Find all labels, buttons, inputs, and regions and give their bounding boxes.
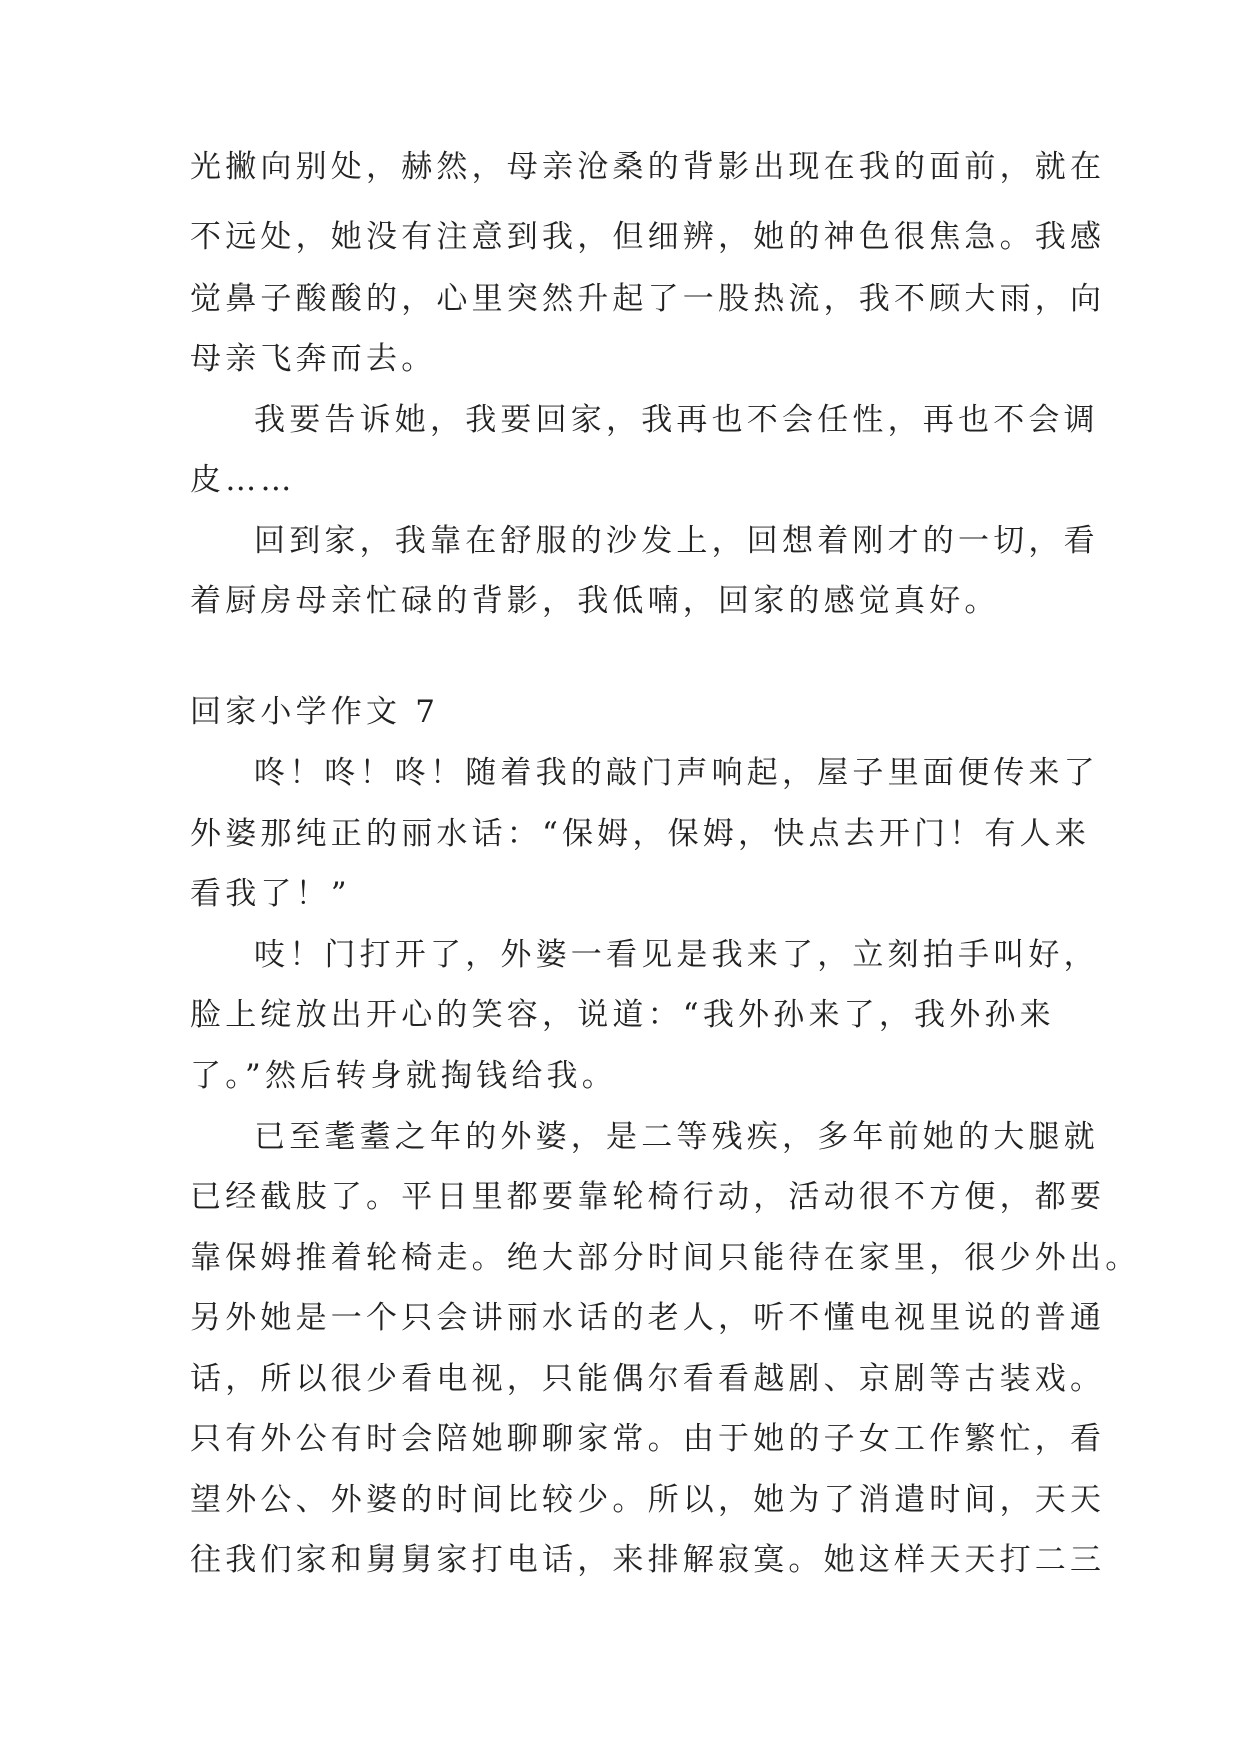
paragraph-5-line-2: 脸上绽放出开心的笑容，说道：“我外孙来了，我外孙来 — [190, 997, 1055, 1033]
paragraph-2-line-1: 我要告诉她，我要回家，我再也不会任性，再也不会调 — [254, 402, 1099, 438]
paragraph-6-line-7: 望外公、外婆的时间比较少。所以，她为了消遣时间，天天 — [190, 1482, 1106, 1518]
paragraph-1-line-1: 光撇向别处，赫然，母亲沧桑的背影出现在我的面前，就在 — [190, 149, 1106, 185]
paragraph-5-line-1: 吱！门打开了，外婆一看见是我来了，立刻拍手叫好， — [254, 937, 1099, 973]
paragraph-6-line-5: 话，所以很少看电视，只能偶尔看看越剧、京剧等古装戏。 — [190, 1361, 1106, 1397]
section-title: 回家小学作文 7 — [190, 694, 440, 730]
paragraph-3-line-2: 着厨房母亲忙碌的背影，我低喃，回家的感觉真好。 — [190, 583, 1000, 619]
paragraph-1-line-2: 不远处，她没有注意到我，但细辨，她的神色很焦急。我感 — [190, 219, 1106, 255]
paragraph-6-line-3: 靠保姆推着轮椅走。绝大部分时间只能待在家里，很少外出。 — [190, 1240, 1141, 1276]
paragraph-6-line-6: 只有外公有时会陪她聊聊家常。由于她的子女工作繁忙，看 — [190, 1421, 1106, 1457]
paragraph-4-line-3: 看我了！” — [190, 876, 351, 912]
paragraph-5-line-3: 了。”然后转身就掏钱给我。 — [190, 1058, 617, 1094]
paragraph-4-line-1: 咚！咚！咚！随着我的敲门声响起，屋子里面便传来了 — [254, 755, 1099, 791]
paragraph-2-line-2: 皮…… — [190, 462, 296, 498]
paragraph-6-line-1: 已至耄耋之年的外婆，是二等残疾，多年前她的大腿就 — [254, 1119, 1099, 1155]
paragraph-6-line-8: 往我们家和舅舅家打电话，来排解寂寞。她这样天天打二三 — [190, 1542, 1106, 1578]
paragraph-1-line-4: 母亲飞奔而去。 — [190, 341, 437, 377]
paragraph-4-line-2: 外婆那纯正的丽水话：“保姆，保姆，快点去开门！有人来 — [190, 816, 1091, 852]
paragraph-3-line-1: 回到家，我靠在舒服的沙发上，回想着刚才的一切，看 — [254, 523, 1099, 559]
paragraph-1-line-3: 觉鼻子酸酸的，心里突然升起了一股热流，我不顾大雨，向 — [190, 281, 1106, 317]
paragraph-6-line-2: 已经截肢了。平日里都要靠轮椅行动，活动很不方便，都要 — [190, 1179, 1106, 1215]
paragraph-6-line-4: 另外她是一个只会讲丽水话的老人，听不懂电视里说的普通 — [190, 1300, 1106, 1336]
